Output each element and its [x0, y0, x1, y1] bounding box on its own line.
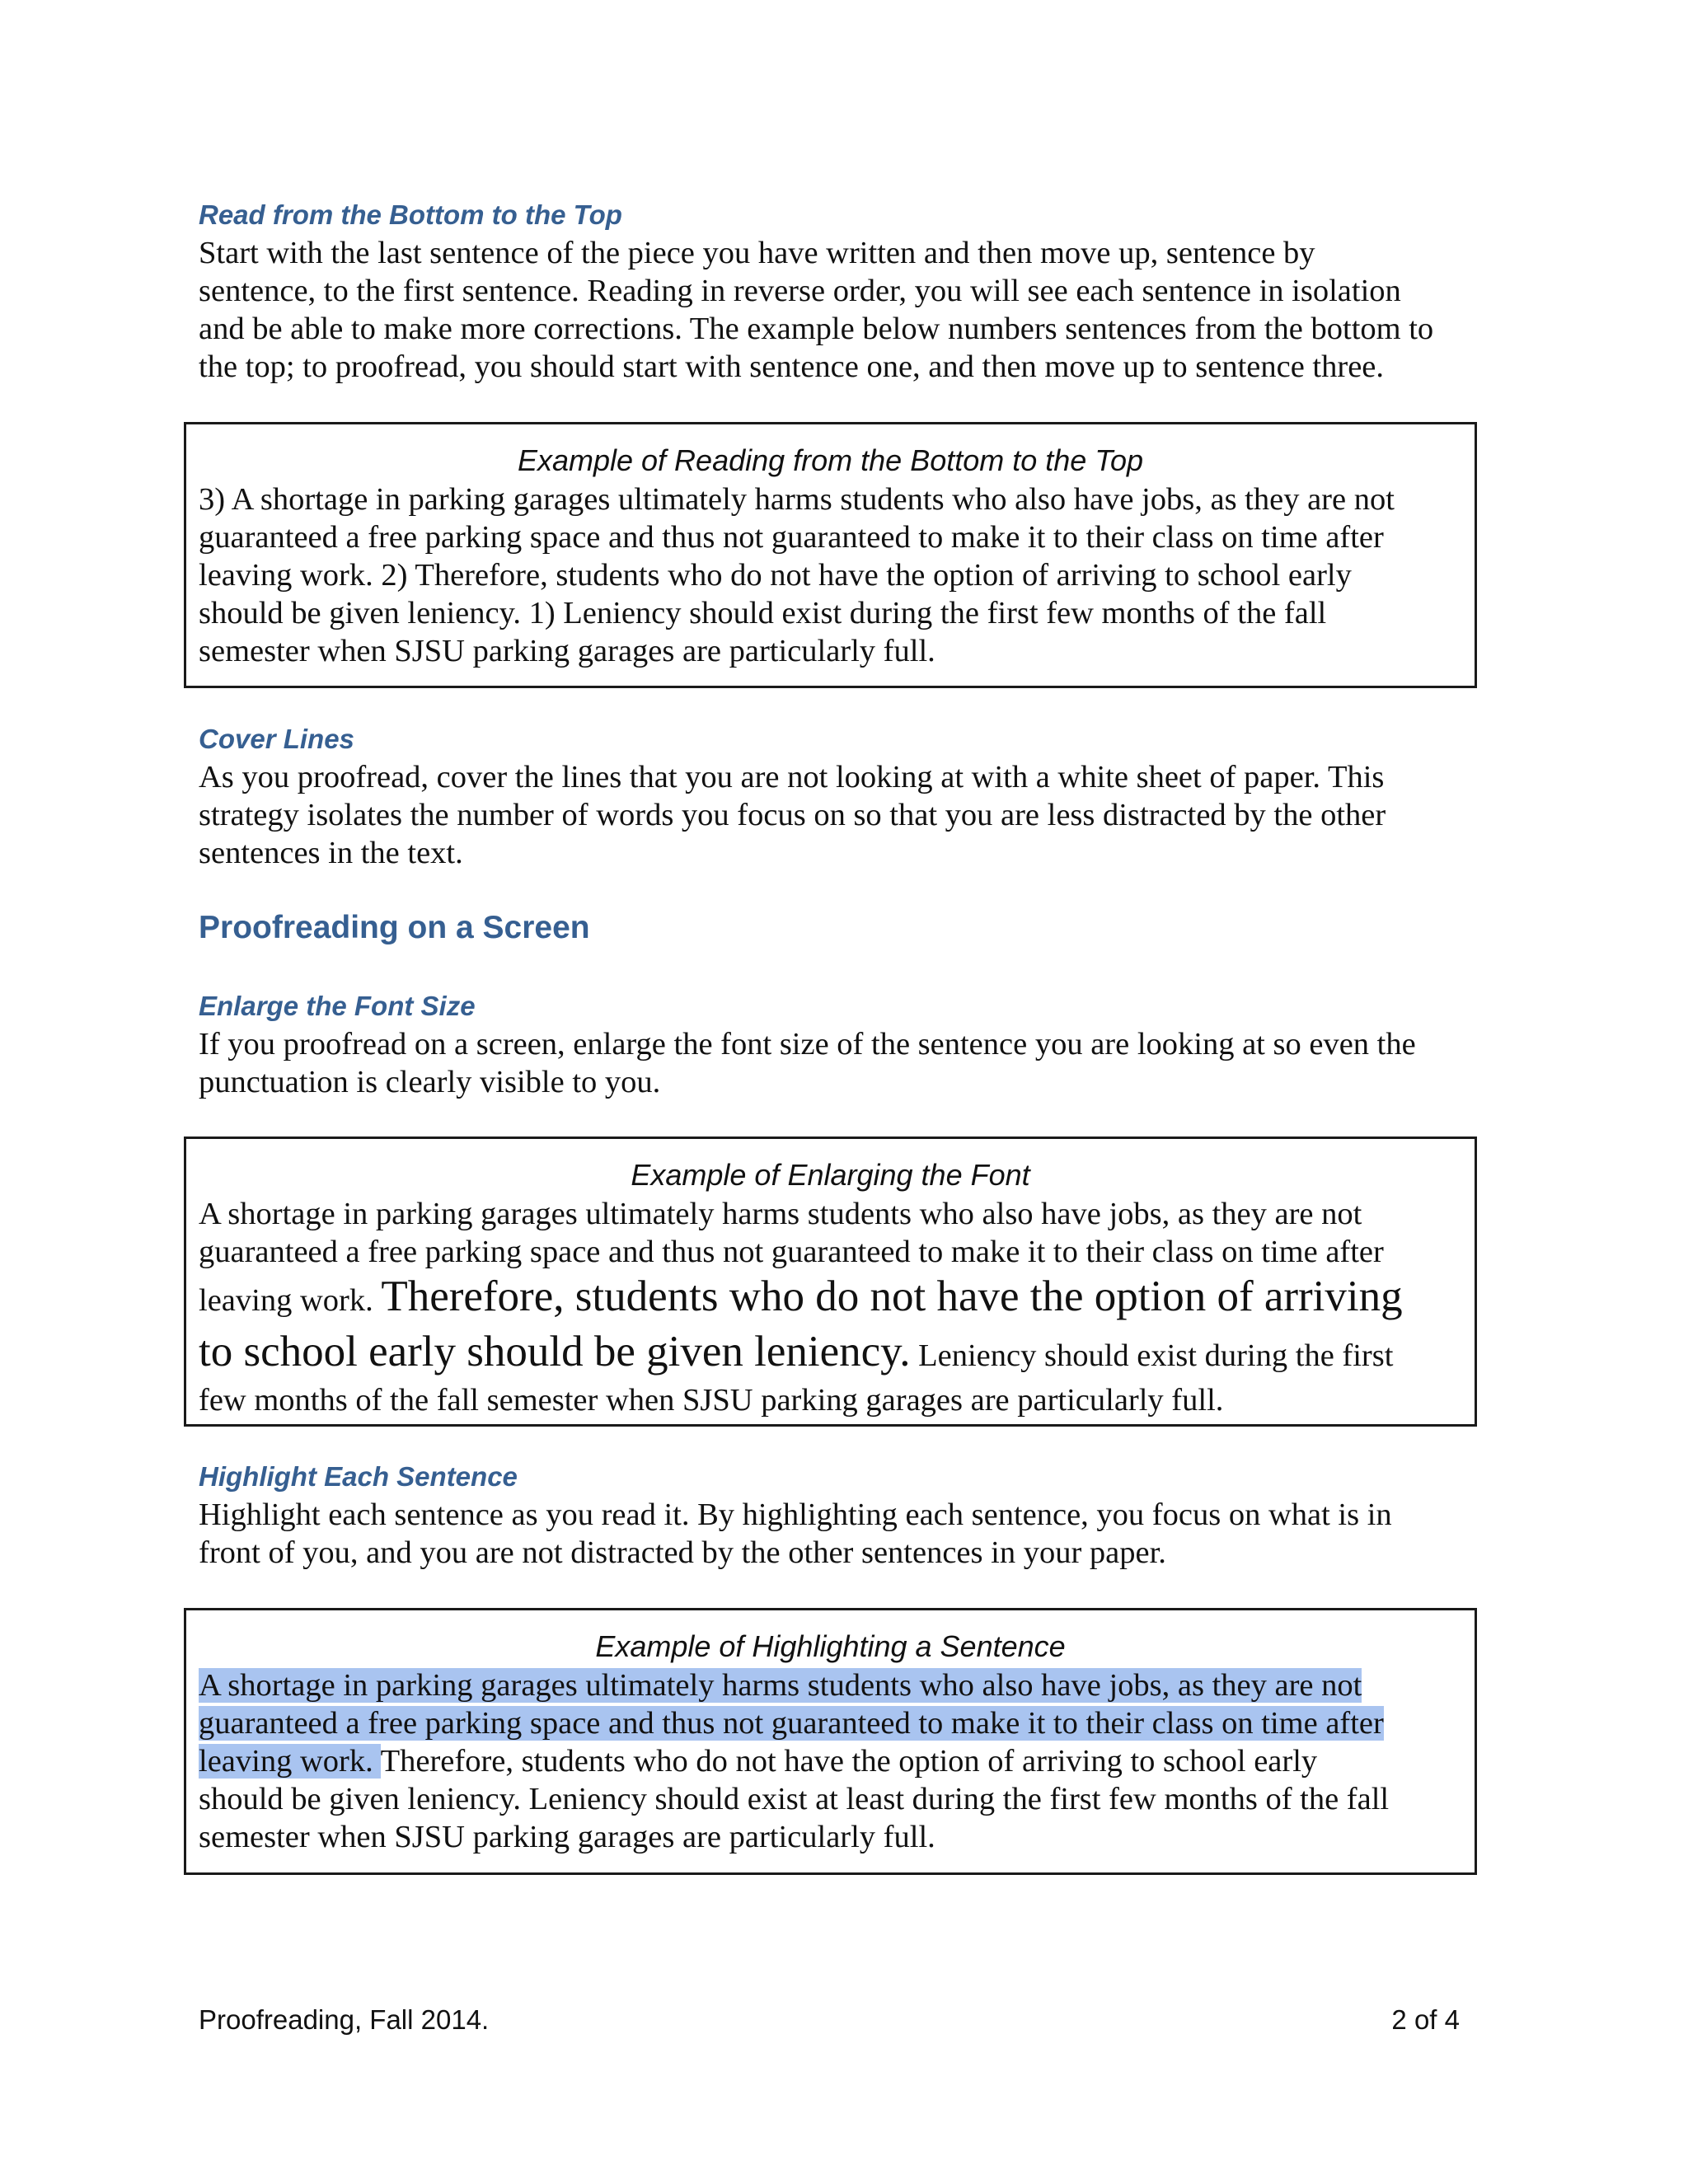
example-box-highlight: [184, 1608, 1477, 1875]
paragraph-line: Start with the last sentence of the piece you have written and then move up, sentence by: [199, 236, 1315, 270]
example-line: [199, 1666, 1389, 1704]
heading-bottom-to-top: Read from the Bottom to the Top: [199, 199, 622, 230]
footer-page-number: 2 of 4: [1391, 2004, 1460, 2035]
paragraph-line: strategy isolates the number of words you focus on so that you are less distracted by the other: [199, 798, 1386, 832]
example-box-bottom-to-top: [184, 422, 1477, 688]
heading-cover-lines: Cover Lines: [199, 724, 354, 754]
heading-proofreading-on-screen: Proofreading on a Screen: [199, 910, 590, 945]
paragraph-line: sentences in the text.: [199, 836, 463, 870]
paragraph-cover-lines: [199, 758, 1517, 872]
example-text: [199, 480, 1395, 670]
example-text: [199, 1195, 1403, 1419]
paragraph-line: front of you, and you are not distracted by the other sentences in your paper.: [199, 1535, 1166, 1570]
enlarged-text: Therefore, students who do not have the option of arriving: [381, 1272, 1403, 1320]
example-text: [199, 1666, 1389, 1856]
paragraph-enlarge-font: [199, 1025, 1517, 1101]
highlighted-text: guaranteed a free parking space and thus not guaranteed to make it to their class on time after: [199, 1706, 1384, 1741]
paragraph-line: If you proofread on a screen, enlarge the font size of the sentence you are looking at so even the: [199, 1027, 1416, 1062]
example-title: Example of Highlighting a Sentence: [595, 1629, 1066, 1663]
paragraph-line: sentence, to the first sentence. Reading in reverse order, you will see each sentence in isolation: [199, 274, 1401, 308]
highlighted-text: leaving work.: [199, 1744, 381, 1779]
example-line: semester when SJSU parking garages are particularly full.: [199, 634, 935, 668]
example-line: guaranteed a free parking space and thus not guaranteed to make it to their class on time after: [199, 520, 1384, 555]
example-line: 3) A shortage in parking garages ultimately harms students who also have jobs, as they are not: [199, 482, 1395, 517]
enlarged-text: to school early should be given leniency.: [199, 1328, 911, 1376]
example-line-mixed: [199, 1326, 1403, 1381]
paragraph-highlight-sentence: [199, 1496, 1517, 1572]
paragraph-line: punctuation is clearly visible to you.: [199, 1065, 661, 1099]
heading-enlarge-font: Enlarge the Font Size: [199, 991, 476, 1021]
small-text: Leniency should exist during the first: [910, 1338, 1394, 1373]
example-line: [199, 1704, 1389, 1742]
footer-title: Proofreading, Fall 2014.: [199, 2004, 490, 2035]
example-line: few months of the fall semester when SJSU parking garages are particularly full.: [199, 1383, 1224, 1418]
small-text: leaving work.: [199, 1283, 382, 1318]
paragraph-line: As you proofread, cover the lines that you are not looking at with a white sheet of paper. This: [199, 760, 1385, 794]
example-line: A shortage in parking garages ultimately harms students who also have jobs, as they are not: [199, 1197, 1362, 1231]
heading-highlight-sentence: Highlight Each Sentence: [199, 1461, 518, 1492]
paragraph-bottom-to-top: [199, 234, 1517, 386]
plain-text: Therefore, students who do not have the option of arriving to school early: [380, 1744, 1318, 1779]
paragraph-line: the top; to proofread, you should start with sentence one, and then move up to sentence three.: [199, 349, 1384, 384]
highlighted-text: A shortage in parking garages ultimately harms students who also have jobs, as they are not: [199, 1668, 1362, 1703]
example-line: semester when SJSU parking garages are particularly full.: [199, 1820, 935, 1854]
example-title: Example of Reading from the Bottom to the Top: [517, 443, 1144, 477]
example-line-mixed: [199, 1271, 1403, 1326]
example-line: guaranteed a free parking space and thus not guaranteed to make it to their class on time after: [199, 1235, 1384, 1269]
example-box-enlarge-font: [184, 1137, 1477, 1427]
paragraph-line: Highlight each sentence as you read it. By highlighting each sentence, you focus on what is in: [199, 1497, 1392, 1532]
paragraph-line: and be able to make more corrections. The example below numbers sentences from the bottom to: [199, 312, 1434, 346]
example-line: should be given leniency. 1) Leniency should exist during the first few months of the fall: [199, 596, 1327, 630]
example-line: leaving work. 2) Therefore, students who do not have the option of arriving to school early: [199, 558, 1352, 593]
example-line: should be given leniency. Leniency should exist at least during the first few months of the fall: [199, 1782, 1390, 1816]
example-line: [199, 1742, 1389, 1780]
example-title: Example of Enlarging the Font: [631, 1158, 1030, 1192]
